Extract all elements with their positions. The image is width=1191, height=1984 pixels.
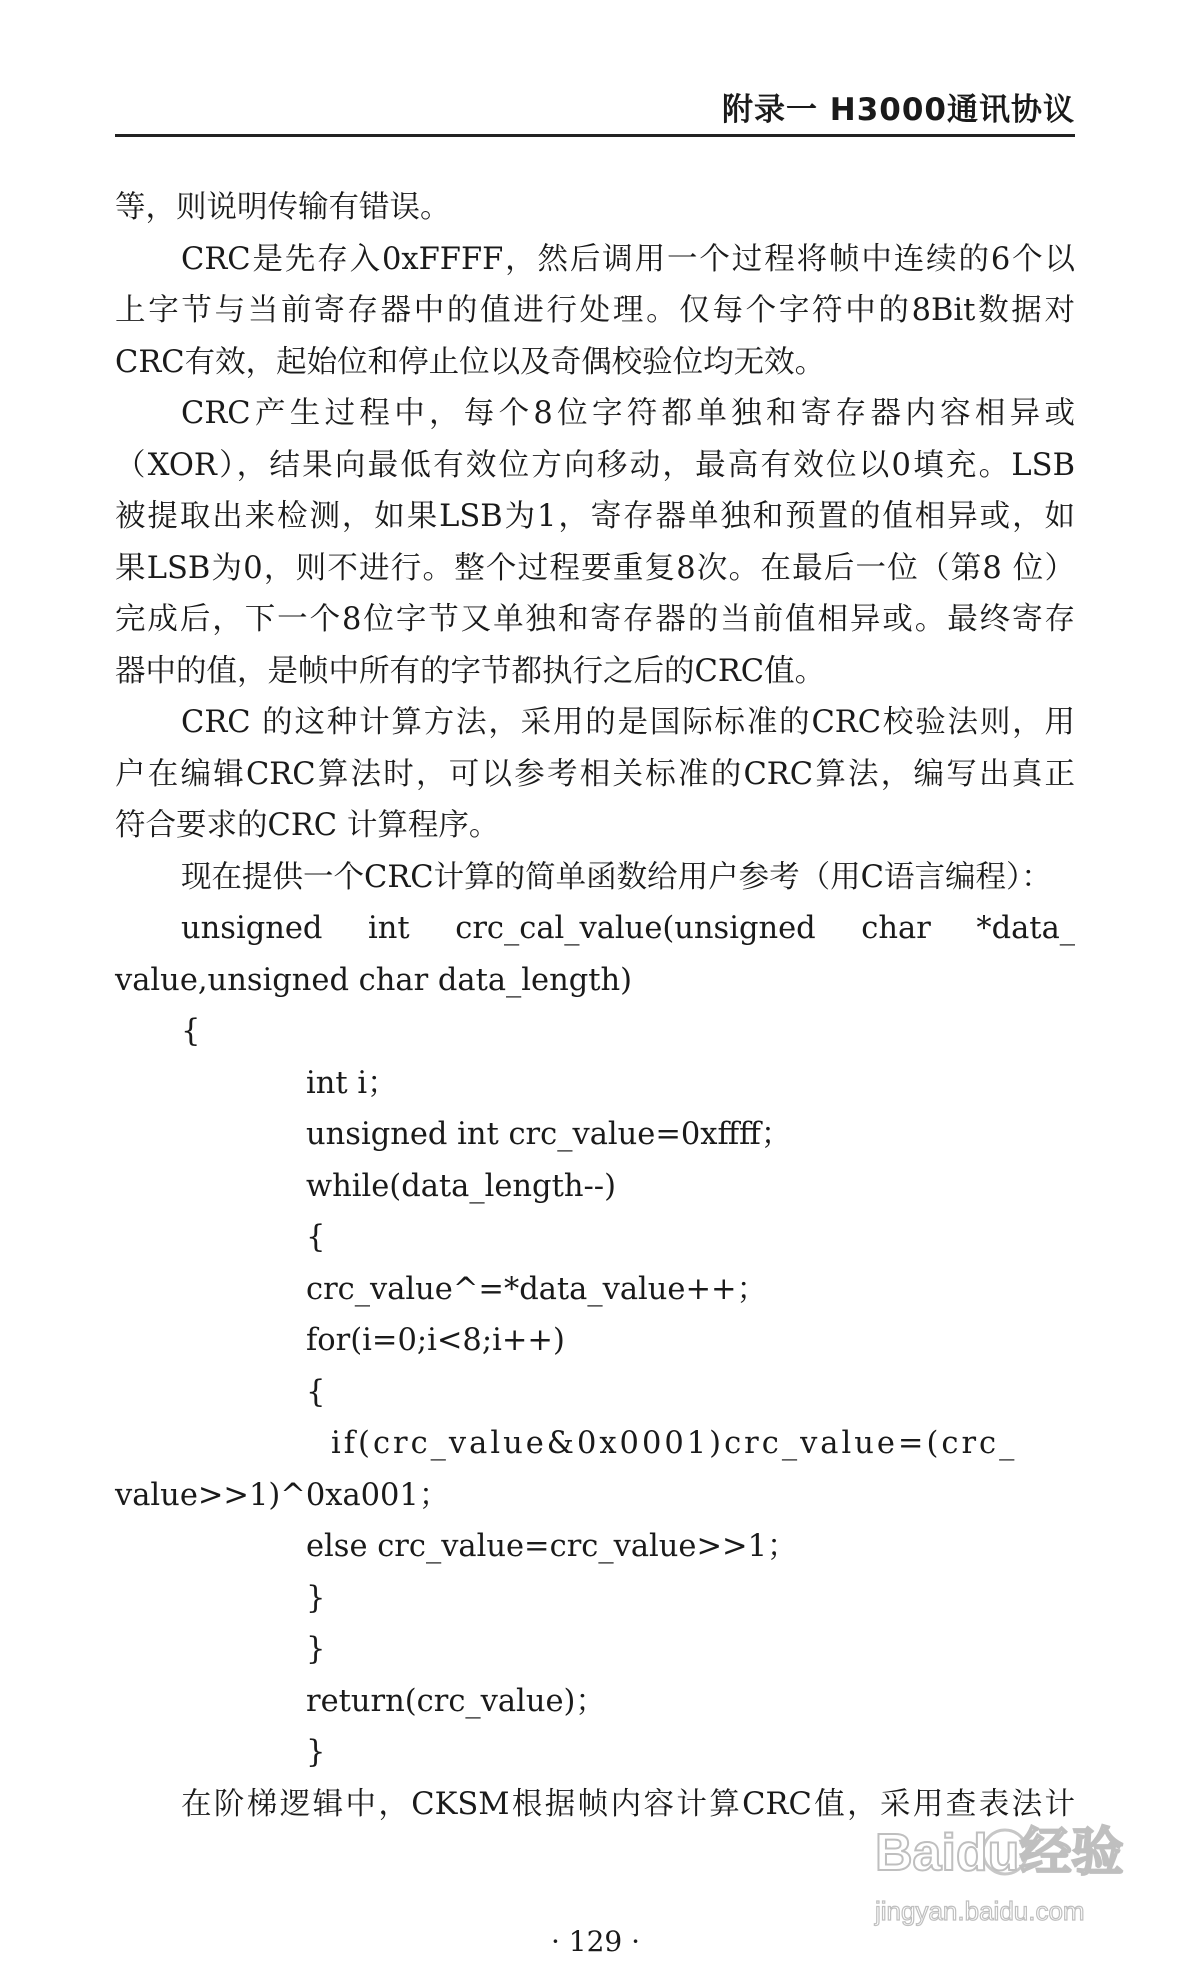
text-line: else crc_value=crc_value>>1； bbox=[306, 1529, 798, 1564]
text-line: 等，则说明传输有错误。 bbox=[115, 190, 451, 225]
text-line: for(i=0;i<8;i++) bbox=[306, 1323, 565, 1358]
text-line: if(crc_value&0x0001)crc_value=(crc_ bbox=[331, 1426, 1018, 1461]
text-line: 上字节与当前寄存器中的值进行处理。仅每个字符中的8Bit数据对 bbox=[115, 293, 1075, 328]
text-line: CRC产生过程中，每个8位字符都单独和寄存器内容相异或 bbox=[181, 396, 1075, 431]
paw-icon bbox=[983, 1830, 1027, 1874]
watermark-url: jingyan.baidu.com bbox=[875, 1896, 1085, 1926]
text-line: 户在编辑CRC算法时，可以参考相关标准的CRC算法，编写出真正 bbox=[115, 756, 1075, 792]
text-line: 果LSB为0，则不进行。整个过程要重复8次。在最后一位（第8 位） bbox=[115, 550, 1075, 586]
text-line: 现在提供一个CRC计算的简单函数给用户参考（用C语言编程）： bbox=[181, 859, 1052, 895]
text-line: { bbox=[306, 1220, 326, 1255]
text-line: 完成后，下一个8位字节又单独和寄存器的当前值相异或。最终寄存 bbox=[115, 602, 1075, 637]
text-line: CRC 的这种计算方法，采用的是国际标准的CRC校验法则，用 bbox=[181, 705, 1075, 740]
text-line: value,unsigned char data_length) bbox=[115, 962, 633, 998]
text-line: { bbox=[306, 1374, 326, 1410]
body-text bbox=[115, 182, 1075, 1830]
text-line: （XOR），结果向最低有效位方向移动，最高有效位以0填充。LSB bbox=[115, 447, 1075, 483]
text-line: unsigned int crc_value=0xffff； bbox=[306, 1117, 792, 1152]
text-line: CRC是先存入0xFFFF，然后调用一个过程将帧中连续的6个以 bbox=[181, 241, 1075, 277]
text-line: } bbox=[306, 1580, 326, 1616]
text-line: crc_value^=*data_value++； bbox=[306, 1271, 768, 1307]
page-header bbox=[115, 80, 1075, 128]
text-line: unsigned int crc_cal_value(unsigned char *data_ bbox=[181, 911, 1075, 946]
header-rule bbox=[115, 134, 1075, 137]
text-line: while(data_length--) bbox=[306, 1168, 616, 1204]
page-number: · 129 · bbox=[550, 1925, 641, 1958]
chapter-title: 附录一 H3000通讯协议 bbox=[721, 92, 1075, 128]
text-line: } bbox=[306, 1632, 326, 1667]
text-line: } bbox=[306, 1735, 326, 1770]
watermark-brand: Baidu经验 bbox=[875, 1824, 1124, 1882]
text-line: CRC有效，起始位和停止位以及奇偶校验位均无效。 bbox=[115, 344, 826, 380]
text-line: { bbox=[181, 1014, 201, 1049]
text-line: 符合要求的CRC 计算程序。 bbox=[115, 808, 500, 843]
text-line: 被提取出来检测，如果LSB为1，寄存器单独和预置的值相异或，如 bbox=[115, 499, 1075, 534]
text-line: 器中的值，是帧中所有的字节都执行之后的CRC值。 bbox=[115, 653, 826, 689]
text-line: int i； bbox=[306, 1065, 398, 1101]
text-line: value>>1)^0xa001； bbox=[115, 1477, 450, 1513]
text-line: 在阶梯逻辑中，CKSM根据帧内容计算CRC值，采用查表法计 bbox=[181, 1786, 1075, 1822]
text-line: return(crc_value)； bbox=[306, 1683, 606, 1719]
